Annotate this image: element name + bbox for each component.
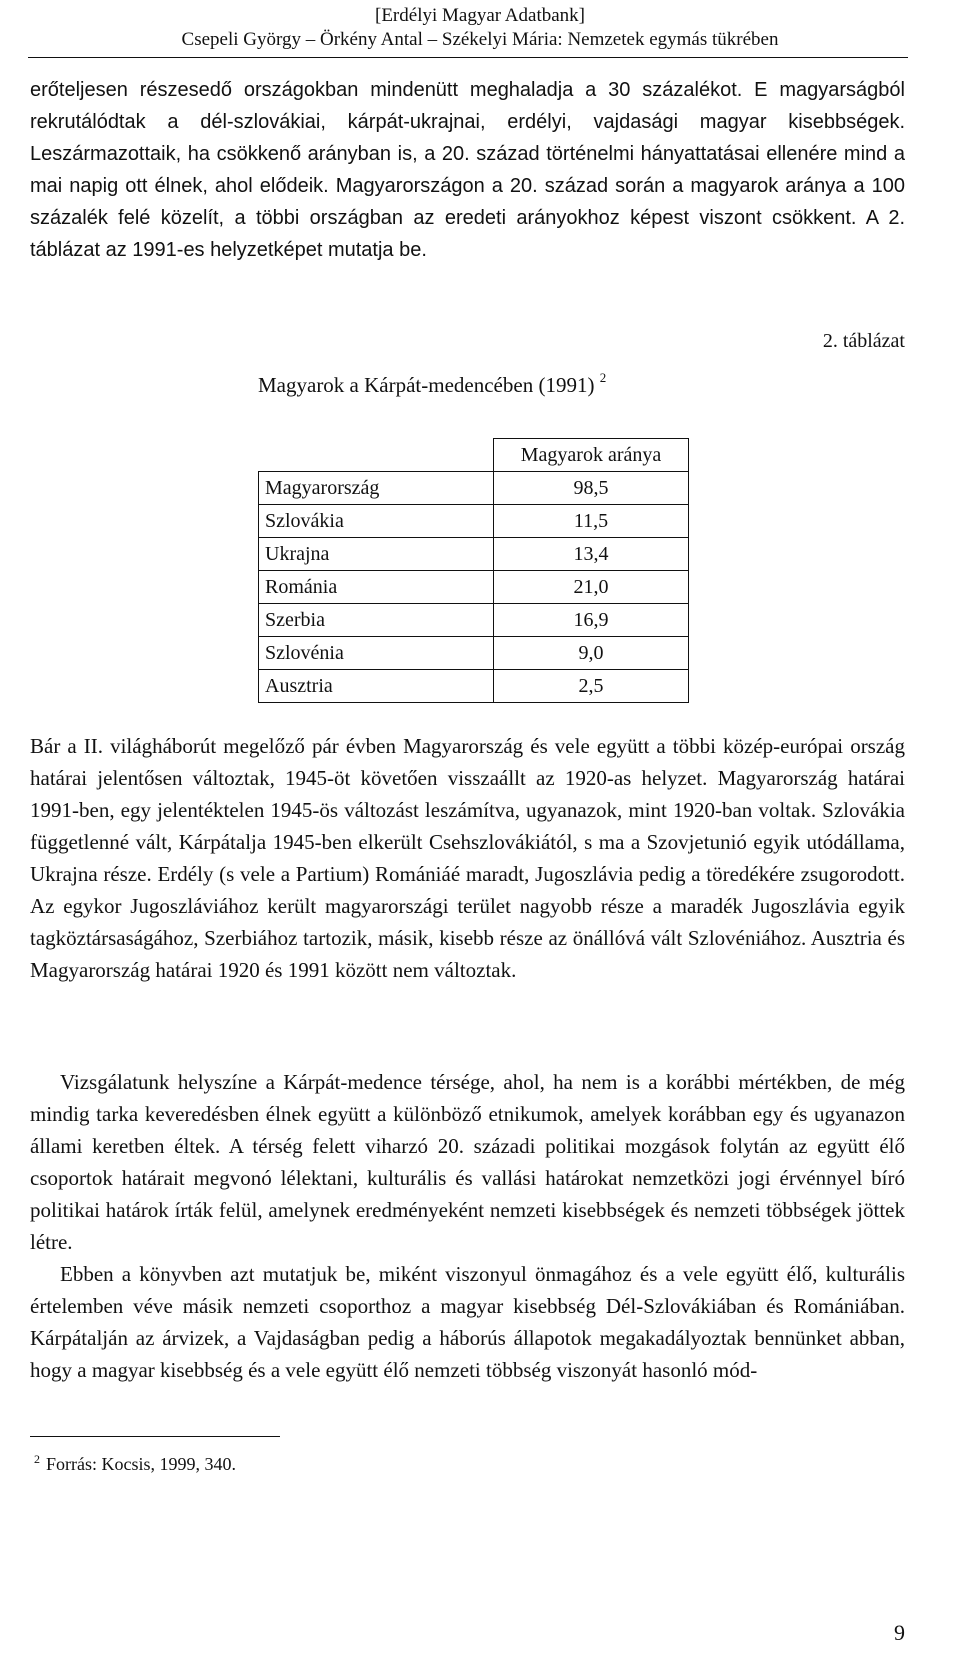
table-caption-footnote-ref: 2 — [599, 370, 607, 385]
table-cell-value: 9,0 — [494, 637, 689, 670]
paragraph-intro: erőteljesen részesedő országokban mindenütt meghaladja a 30 százalékot. E magyarságból rekrutálódtak a dél-szlovákiai, kárpát-ukrajnai, erdélyi, vajdasági magyar kisebbségek. Leszármazottaik, ha csökkenő arányban is, a 20. század történelmi hányattatásai ellenére mind a mai napig ott élnek, ahol elődeik. Magyarországon a 20. század során a magyarok aránya a 100 százalék felé közelít, a többi országban az eredeti arányokhoz képest viszont csökkent. A 2. táblázat az 1991-es helyzetképet mutatja be. — [30, 79, 905, 261]
footnote — [34, 1452, 236, 1475]
table-cell-value: 21,0 — [494, 571, 689, 604]
table-row — [259, 637, 689, 670]
paragraph-research-site: Vizsgálatunk helyszíne a Kárpát-medence térsége, ahol, ha nem is a korábbi mértékben, de még mindig tarka keveredésben élnek együtt a különböző etnikumok, amelyek korábban egy és ugyanazon állami keretben éltek. A térség felett viharzó 20. századi politikai mozgások folytán az együtt élő csoportok határait megvonó lélektani, kulturális és vallási határokat nemzetközi jogi érvénnyel bíró politikai határok írták felül, amelynek eredményeként nemzeti kisebbségek és nemzeti többségek jöttek létre. — [30, 1070, 905, 1254]
footnote-text: Forrás: Kocsis, 1999, 340. — [46, 1454, 236, 1474]
footnote-number: 2 — [34, 1452, 40, 1466]
table-row — [259, 538, 689, 571]
table-row — [259, 472, 689, 505]
paragraph-book-scope: Ebben a könyvben azt mutatjuk be, miként viszonyul önmagához és a vele együtt élő, kulturális értelemben véve másik nemzeti csoporthoz a magyar kisebbség Dél-Szlovákiában és Romániában. Kárpátalján az árvizek, a Vajdaságban pedig a háborús állapotok megakadályoztak bennünket abban, hogy a magyar kisebbség és a vele együtt élő nemzeti többség viszonyát hasonló mód- — [30, 1262, 905, 1382]
page-number: 9 — [894, 1620, 905, 1645]
table-cell-country: Románia — [259, 571, 494, 604]
table-header-empty-cell — [259, 439, 494, 472]
table-row — [259, 571, 689, 604]
table-row — [259, 505, 689, 538]
table-cell-country: Magyarország — [259, 472, 494, 505]
header-source: [Erdélyi Magyar Adatbank] — [375, 5, 585, 26]
hungarians-ratio-table — [258, 438, 689, 703]
table-cell-country: Ausztria — [259, 670, 494, 703]
table-cell-country: Ukrajna — [259, 538, 494, 571]
table-header-row — [259, 439, 689, 472]
table-row — [259, 604, 689, 637]
header-authors-title: Csepeli György – Örkény Antal – Székelyi Mária: Nemzetek egymás tükrében — [181, 29, 779, 50]
table-cell-value: 11,5 — [494, 505, 689, 538]
table-cell-country: Szlovénia — [259, 637, 494, 670]
paragraph-borders: Bár a II. világháborút megelőző pár évben Magyarország és vele együtt a többi közép-európai ország határai jelentősen változtak, 1945-öt követően visszaállt az 1920-as helyzet. Magyarország határai 1991-ben, egy jelentéktelen 1945-ös változást leszámítva, ugyanazok, mint 1920-ban voltak. Szlovákia függetlenné vált, Kárpátalja 1945-ben elkerült Csehszlovákiától, s ma a Szovjetunió egyik utódállama, Ukrajna része. Erdély (s vele a Partium) Romániáé maradt, Jugoszlávia pedig a töredékére zsugorodott. Az egykor Jugoszláviához került magyarországi terület nagyobb része a maradék Jugoszlávia egyik tagköztársaságához, Szerbiához tartozik, másik, kisebb része az önállóvá vált Szlovéniához. Ausztria és Magyarország határai 1920 és 1991 között nem változtak. — [30, 734, 905, 982]
table-caption — [258, 370, 606, 398]
table-label: 2. táblázat — [822, 330, 905, 352]
footnote-divider — [30, 1436, 280, 1437]
table-cell-value: 13,4 — [494, 538, 689, 571]
table-cell-value: 2,5 — [494, 670, 689, 703]
table-caption-text: Magyarok a Kárpát-medencében (1991) — [258, 373, 595, 397]
table-column-header: Magyarok aránya — [494, 439, 689, 472]
table-cell-value: 16,9 — [494, 604, 689, 637]
table-row — [259, 670, 689, 703]
table-cell-country: Szlovákia — [259, 505, 494, 538]
header-divider — [28, 57, 908, 58]
page-header — [0, 4, 960, 52]
table-cell-value: 98,5 — [494, 472, 689, 505]
table-cell-country: Szerbia — [259, 604, 494, 637]
